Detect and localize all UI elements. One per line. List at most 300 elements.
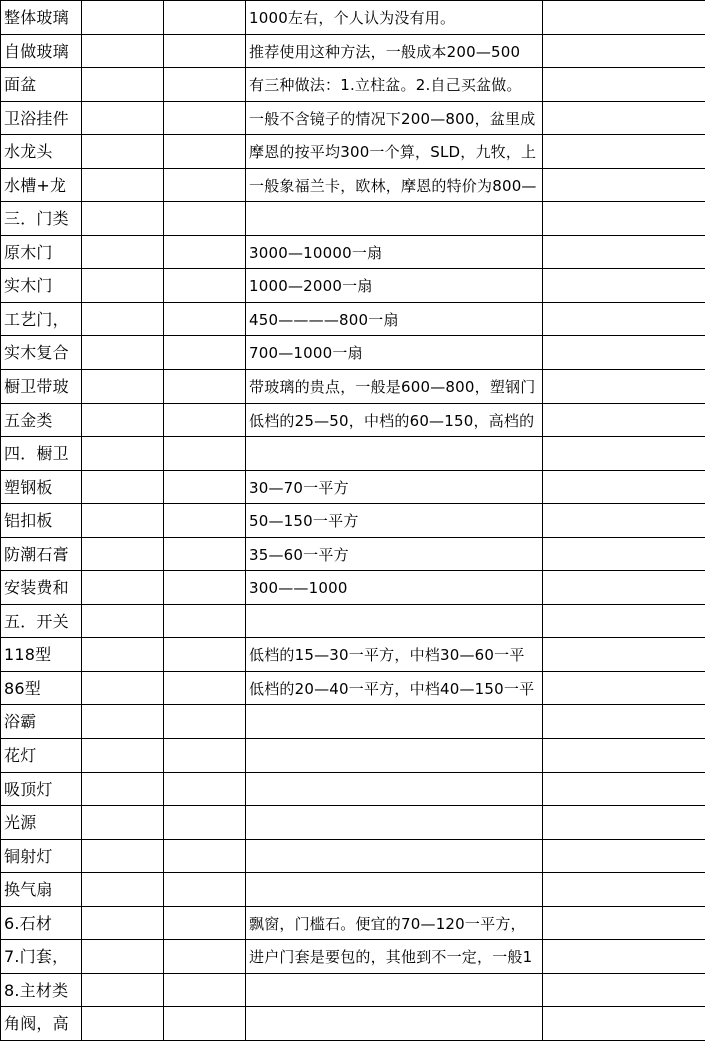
blank-cell-b[interactable] [82, 806, 164, 840]
blank-cell-b[interactable] [82, 101, 164, 135]
item-name-cell-text: 塑钢板 [4, 477, 53, 497]
blank-cell-c-empty [164, 907, 245, 939]
blank-cell-e[interactable] [543, 470, 705, 504]
price-note-cell[interactable] [246, 101, 543, 135]
blank-cell-b[interactable] [82, 1007, 164, 1041]
blank-cell-b[interactable] [82, 135, 164, 169]
blank-cell-e-empty [543, 974, 705, 1006]
item-name-cell-text: 实木门 [4, 276, 53, 296]
blank-cell-b-empty [82, 705, 163, 737]
blank-cell-e-empty [543, 739, 705, 771]
price-note-cell-text [246, 1007, 542, 1039]
price-note-cell-text: 450————800一扇 [249, 310, 399, 329]
blank-cell-b[interactable] [82, 772, 164, 806]
blank-cell-e[interactable] [543, 705, 705, 739]
blank-cell-e[interactable] [543, 739, 705, 773]
blank-cell-b[interactable] [82, 906, 164, 940]
blank-cell-e[interactable] [543, 806, 705, 840]
blank-cell-e-empty [543, 202, 705, 234]
blank-cell-c[interactable] [164, 671, 246, 705]
blank-cell-c[interactable] [164, 202, 246, 236]
blank-cell-c-empty [164, 169, 245, 201]
item-name-cell[interactable] [1, 34, 82, 68]
table-row [1, 202, 705, 236]
blank-cell-c[interactable] [164, 336, 246, 370]
blank-cell-c[interactable] [164, 604, 246, 638]
item-name-cell-text: 118型 [4, 645, 52, 665]
price-note-cell[interactable] [246, 34, 543, 68]
blank-cell-b-empty [82, 907, 163, 939]
item-name-cell-text: 浴霸 [4, 712, 37, 732]
blank-cell-e-empty [543, 236, 705, 268]
blank-cell-e-empty [543, 705, 705, 737]
blank-cell-e[interactable] [543, 68, 705, 102]
price-note-cell[interactable] [246, 839, 543, 873]
blank-cell-e-empty [543, 840, 705, 872]
blank-cell-e[interactable] [543, 336, 705, 370]
blank-cell-c[interactable] [164, 135, 246, 169]
price-note-cell[interactable] [246, 202, 543, 236]
blank-cell-b-empty [82, 840, 163, 872]
blank-cell-e[interactable] [543, 940, 705, 974]
blank-cell-e[interactable] [543, 101, 705, 135]
blank-cell-c-empty [164, 35, 245, 67]
blank-cell-b-empty [82, 135, 163, 167]
blank-cell-e-empty [543, 907, 705, 939]
table-row [1, 1, 705, 35]
blank-cell-c-empty [164, 873, 245, 905]
blank-cell-b[interactable] [82, 336, 164, 370]
table-row [1, 839, 705, 873]
blank-cell-b-empty [82, 35, 163, 67]
price-note-cell[interactable] [246, 403, 543, 437]
item-name-cell-text: 光源 [4, 813, 37, 833]
table-row [1, 772, 705, 806]
price-note-cell[interactable] [246, 68, 543, 102]
price-note-cell[interactable] [246, 739, 543, 773]
item-name-cell[interactable] [1, 470, 82, 504]
item-name-cell[interactable] [1, 437, 82, 471]
blank-cell-b-empty [82, 102, 163, 134]
price-note-cell[interactable] [246, 437, 543, 471]
blank-cell-b[interactable] [82, 571, 164, 605]
item-name-cell[interactable] [1, 370, 82, 404]
table-row [1, 671, 705, 705]
price-note-cell-text [246, 840, 542, 872]
item-name-cell-text: 工艺门， [4, 309, 69, 329]
blank-cell-b-empty [82, 437, 163, 469]
blank-cell-e[interactable] [543, 370, 705, 404]
blank-cell-b-empty [82, 1, 163, 33]
item-name-cell[interactable] [1, 739, 82, 773]
blank-cell-c-empty [164, 102, 245, 134]
blank-cell-b-empty [82, 538, 163, 570]
blank-cell-e[interactable] [543, 269, 705, 303]
blank-cell-c[interactable] [164, 537, 246, 571]
item-name-cell-text: 自做玻璃 [4, 41, 69, 61]
price-note-cell[interactable] [246, 1, 543, 35]
blank-cell-c-empty [164, 202, 245, 234]
blank-cell-b-empty [82, 169, 163, 201]
item-name-cell-text: 花灯 [4, 746, 37, 766]
price-note-cell-text: 1000左右，个人认为没有用。 [249, 9, 456, 27]
blank-cell-e[interactable] [543, 839, 705, 873]
item-name-cell[interactable] [1, 906, 82, 940]
table-row [1, 34, 705, 68]
blank-cell-b-empty [82, 236, 163, 268]
item-name-cell[interactable] [1, 940, 82, 974]
blank-cell-b[interactable] [82, 68, 164, 102]
item-name-cell[interactable] [1, 235, 82, 269]
blank-cell-c[interactable] [164, 906, 246, 940]
blank-cell-e[interactable] [543, 671, 705, 705]
blank-cell-e-empty [543, 68, 705, 100]
blank-cell-c-empty [164, 471, 245, 503]
item-name-cell-text: 7.门套， [4, 947, 69, 967]
blank-cell-c[interactable] [164, 235, 246, 269]
blank-cell-e[interactable] [543, 302, 705, 336]
blank-cell-b[interactable] [82, 705, 164, 739]
blank-cell-b-empty [82, 605, 163, 637]
blank-cell-c-empty [164, 705, 245, 737]
blank-cell-e-empty [543, 672, 705, 704]
blank-cell-e[interactable] [543, 906, 705, 940]
item-name-cell[interactable] [1, 839, 82, 873]
blank-cell-c-empty [164, 504, 245, 536]
price-note-cell[interactable] [246, 806, 543, 840]
blank-cell-c-empty [164, 974, 245, 1006]
table-row [1, 370, 705, 404]
price-note-cell[interactable] [246, 705, 543, 739]
blank-cell-b[interactable] [82, 504, 164, 538]
blank-cell-e-empty [543, 806, 705, 838]
item-name-cell[interactable] [1, 1, 82, 35]
price-note-cell[interactable] [246, 772, 543, 806]
blank-cell-b[interactable] [82, 839, 164, 873]
price-note-cell-text: 一般不含镜子的情况下200—800，盆里成 [249, 109, 536, 128]
price-note-cell-text [246, 873, 542, 905]
blank-cell-e-empty [543, 135, 705, 167]
blank-cell-b[interactable] [82, 739, 164, 773]
blank-cell-b[interactable] [82, 403, 164, 437]
price-note-cell-text: 带玻璃的贵点，一般是600—800，塑钢门 [249, 378, 536, 397]
item-name-cell[interactable] [1, 403, 82, 437]
table-row [1, 873, 705, 907]
price-note-cell[interactable] [246, 504, 543, 538]
blank-cell-e[interactable] [543, 604, 705, 638]
blank-cell-c[interactable] [164, 973, 246, 1007]
item-name-cell[interactable] [1, 135, 82, 169]
blank-cell-c[interactable] [164, 873, 246, 907]
price-note-cell[interactable] [246, 1007, 543, 1041]
blank-cell-c[interactable] [164, 1, 246, 35]
price-note-cell[interactable] [246, 470, 543, 504]
blank-cell-b[interactable] [82, 873, 164, 907]
blank-cell-e-empty [543, 605, 705, 637]
blank-cell-e-empty [543, 269, 705, 301]
price-note-cell[interactable] [246, 906, 543, 940]
blank-cell-c-empty [164, 236, 245, 268]
blank-cell-c[interactable] [164, 168, 246, 202]
item-name-cell-text: 三．门类 [4, 209, 69, 229]
price-note-cell-text [246, 739, 542, 771]
blank-cell-c[interactable] [164, 806, 246, 840]
item-name-cell-text: 水龙头 [4, 142, 53, 162]
item-name-cell-text: 面盆 [4, 75, 37, 95]
price-note-cell-text: 飘窗，门槛石。便宜的70—120一平方， [249, 914, 526, 933]
blank-cell-e-empty [543, 404, 705, 436]
blank-cell-c[interactable] [164, 940, 246, 974]
blank-cell-e[interactable] [543, 504, 705, 538]
item-name-cell-text: 四．橱卫 [4, 444, 69, 464]
price-note-cell-text [246, 605, 542, 637]
blank-cell-e[interactable] [543, 437, 705, 471]
blank-cell-b-empty [82, 336, 163, 368]
blank-cell-c[interactable] [164, 302, 246, 336]
blank-cell-b[interactable] [82, 470, 164, 504]
blank-cell-e-empty [543, 1, 705, 33]
table-row [1, 470, 705, 504]
blank-cell-b-empty [82, 68, 163, 100]
table-row [1, 504, 705, 538]
item-name-cell[interactable] [1, 68, 82, 102]
blank-cell-c[interactable] [164, 403, 246, 437]
blank-cell-b-empty [82, 873, 163, 905]
item-name-cell[interactable] [1, 101, 82, 135]
blank-cell-c[interactable] [164, 772, 246, 806]
item-name-cell[interactable] [1, 973, 82, 1007]
blank-cell-e[interactable] [543, 973, 705, 1007]
item-name-cell[interactable] [1, 806, 82, 840]
blank-cell-e[interactable] [543, 168, 705, 202]
price-note-cell-text: 摩恩的按平均300一个算，SLD，九牧，上 [249, 143, 537, 162]
blank-cell-b[interactable] [82, 202, 164, 236]
blank-cell-c[interactable] [164, 705, 246, 739]
price-note-cell[interactable] [246, 302, 543, 336]
blank-cell-c-empty [164, 940, 245, 972]
table-row [1, 101, 705, 135]
price-note-cell-text: 有三种做法：1.立柱盆。2.自己买盆做。 [249, 76, 522, 95]
blank-cell-c-empty [164, 840, 245, 872]
table-row [1, 1007, 705, 1041]
blank-cell-c[interactable] [164, 839, 246, 873]
price-note-cell-text: 1000—2000一扇 [249, 277, 373, 296]
blank-cell-c-empty [164, 739, 245, 771]
price-note-cell-text: 一般象福兰卡，欧林，摩恩的特价为800— [249, 176, 537, 195]
blank-cell-e-empty [543, 471, 705, 503]
price-note-cell[interactable] [246, 604, 543, 638]
blank-cell-e-empty [543, 773, 705, 805]
blank-cell-b-empty [82, 370, 163, 402]
blank-cell-c[interactable] [164, 1007, 246, 1041]
table-row [1, 705, 705, 739]
blank-cell-e[interactable] [543, 537, 705, 571]
price-note-cell[interactable] [246, 168, 543, 202]
blank-cell-c[interactable] [164, 370, 246, 404]
blank-cell-e-empty [543, 303, 705, 335]
blank-cell-c-empty [164, 605, 245, 637]
blank-cell-b[interactable] [82, 638, 164, 672]
blank-cell-b[interactable] [82, 671, 164, 705]
item-name-cell-text: 吸顶灯 [4, 779, 53, 799]
blank-cell-e-empty [543, 169, 705, 201]
blank-cell-e-empty [543, 35, 705, 67]
blank-cell-e[interactable] [543, 1, 705, 35]
blank-cell-b-empty [82, 471, 163, 503]
blank-cell-c-empty [164, 370, 245, 402]
blank-cell-b[interactable] [82, 437, 164, 471]
item-name-cell-text: 86型 [4, 678, 41, 698]
item-name-cell-text: 换气扇 [4, 880, 53, 900]
price-note-cell[interactable] [246, 370, 543, 404]
item-name-cell[interactable] [1, 269, 82, 303]
price-note-cell-text [246, 974, 542, 1006]
item-name-cell[interactable] [1, 638, 82, 672]
blank-cell-b-empty [82, 940, 163, 972]
blank-cell-b-empty [82, 1007, 163, 1039]
item-name-cell[interactable] [1, 772, 82, 806]
item-name-cell[interactable] [1, 168, 82, 202]
blank-cell-e[interactable] [543, 34, 705, 68]
item-name-cell-text: 原木门 [4, 242, 53, 262]
table-row [1, 571, 705, 605]
blank-cell-b[interactable] [82, 973, 164, 1007]
blank-cell-c-empty [164, 672, 245, 704]
blank-cell-b-empty [82, 269, 163, 301]
blank-cell-e[interactable] [543, 235, 705, 269]
item-name-cell[interactable] [1, 336, 82, 370]
blank-cell-c[interactable] [164, 470, 246, 504]
price-note-cell[interactable] [246, 973, 543, 1007]
price-note-cell[interactable] [246, 940, 543, 974]
price-note-cell[interactable] [246, 135, 543, 169]
table-row [1, 235, 705, 269]
blank-cell-c-empty [164, 68, 245, 100]
item-name-cell[interactable] [1, 1007, 82, 1041]
blank-cell-b[interactable] [82, 269, 164, 303]
blank-cell-b-empty [82, 638, 163, 670]
blank-cell-c[interactable] [164, 739, 246, 773]
blank-cell-c[interactable] [164, 101, 246, 135]
blank-cell-c[interactable] [164, 437, 246, 471]
item-name-cell[interactable] [1, 571, 82, 605]
blank-cell-c-empty [164, 269, 245, 301]
blank-cell-c-empty [164, 1007, 245, 1039]
blank-cell-b[interactable] [82, 537, 164, 571]
sheet-body [1, 1, 705, 1041]
blank-cell-c[interactable] [164, 638, 246, 672]
table-row [1, 906, 705, 940]
price-note-cell[interactable] [246, 638, 543, 672]
item-name-cell-text: 橱卫带玻 [4, 377, 69, 397]
table-row [1, 269, 705, 303]
blank-cell-c-empty [164, 437, 245, 469]
table-row [1, 403, 705, 437]
blank-cell-e-empty [543, 437, 705, 469]
blank-cell-b[interactable] [82, 34, 164, 68]
blank-cell-e[interactable] [543, 403, 705, 437]
blank-cell-e[interactable] [543, 571, 705, 605]
blank-cell-c[interactable] [164, 68, 246, 102]
blank-cell-c-empty [164, 135, 245, 167]
blank-cell-b[interactable] [82, 302, 164, 336]
blank-cell-c[interactable] [164, 571, 246, 605]
item-name-cell[interactable] [1, 873, 82, 907]
blank-cell-e-empty [543, 538, 705, 570]
blank-cell-b-empty [82, 571, 163, 603]
blank-cell-c-empty [164, 1, 245, 33]
blank-cell-c-empty [164, 773, 245, 805]
blank-cell-e-empty [543, 370, 705, 402]
blank-cell-e-empty [543, 873, 705, 905]
blank-cell-e[interactable] [543, 772, 705, 806]
price-note-cell[interactable] [246, 873, 543, 907]
item-name-cell[interactable] [1, 202, 82, 236]
price-note-cell[interactable] [246, 571, 543, 605]
blank-cell-b-empty [82, 806, 163, 838]
blank-cell-e-empty [543, 940, 705, 972]
blank-cell-e[interactable] [543, 873, 705, 907]
item-name-cell[interactable] [1, 302, 82, 336]
blank-cell-b[interactable] [82, 168, 164, 202]
blank-cell-c[interactable] [164, 504, 246, 538]
price-note-cell[interactable] [246, 671, 543, 705]
price-note-cell-text: 300——1000 [249, 579, 348, 598]
blank-cell-c-empty [164, 303, 245, 335]
blank-cell-b[interactable] [82, 235, 164, 269]
blank-cell-b-empty [82, 504, 163, 536]
blank-cell-e-empty [543, 571, 705, 603]
price-note-cell-text [246, 806, 542, 838]
price-note-cell-text: 低档的20—40一平方，中档40—150一平 [249, 679, 535, 698]
item-name-cell[interactable] [1, 537, 82, 571]
price-note-cell[interactable] [246, 235, 543, 269]
blank-cell-b[interactable] [82, 604, 164, 638]
item-name-cell[interactable] [1, 504, 82, 538]
blank-cell-e[interactable] [543, 135, 705, 169]
blank-cell-c[interactable] [164, 34, 246, 68]
blank-cell-c[interactable] [164, 269, 246, 303]
price-note-cell-text: 30—70一平方 [249, 478, 349, 497]
table-row [1, 537, 705, 571]
price-note-cell[interactable] [246, 537, 543, 571]
price-note-cell[interactable] [246, 269, 543, 303]
blank-cell-b-empty [82, 303, 163, 335]
table-row [1, 68, 705, 102]
item-name-cell-text: 铝扣板 [4, 511, 53, 531]
item-name-cell[interactable] [1, 671, 82, 705]
blank-cell-e[interactable] [543, 638, 705, 672]
blank-cell-b[interactable] [82, 1, 164, 35]
blank-cell-e-empty [543, 638, 705, 670]
blank-cell-b[interactable] [82, 940, 164, 974]
item-name-cell-text: 整体玻璃 [4, 8, 69, 27]
item-name-cell[interactable] [1, 604, 82, 638]
blank-cell-e[interactable] [543, 202, 705, 236]
blank-cell-c-empty [164, 538, 245, 570]
item-name-cell-text: 五金类 [4, 410, 53, 430]
price-note-cell[interactable] [246, 336, 543, 370]
price-note-cell-text: 推荐使用这种方法，一般成本200—500 [249, 42, 521, 61]
blank-cell-b[interactable] [82, 370, 164, 404]
item-name-cell-text: 安装费和 [4, 578, 69, 598]
table-row [1, 437, 705, 471]
price-note-cell-text: 低档的25—50，中档的60—150，高档的 [249, 411, 535, 430]
item-name-cell[interactable] [1, 705, 82, 739]
price-note-cell-text: 35—60一平方 [249, 545, 349, 564]
blank-cell-e[interactable] [543, 1007, 705, 1041]
table-row [1, 604, 705, 638]
